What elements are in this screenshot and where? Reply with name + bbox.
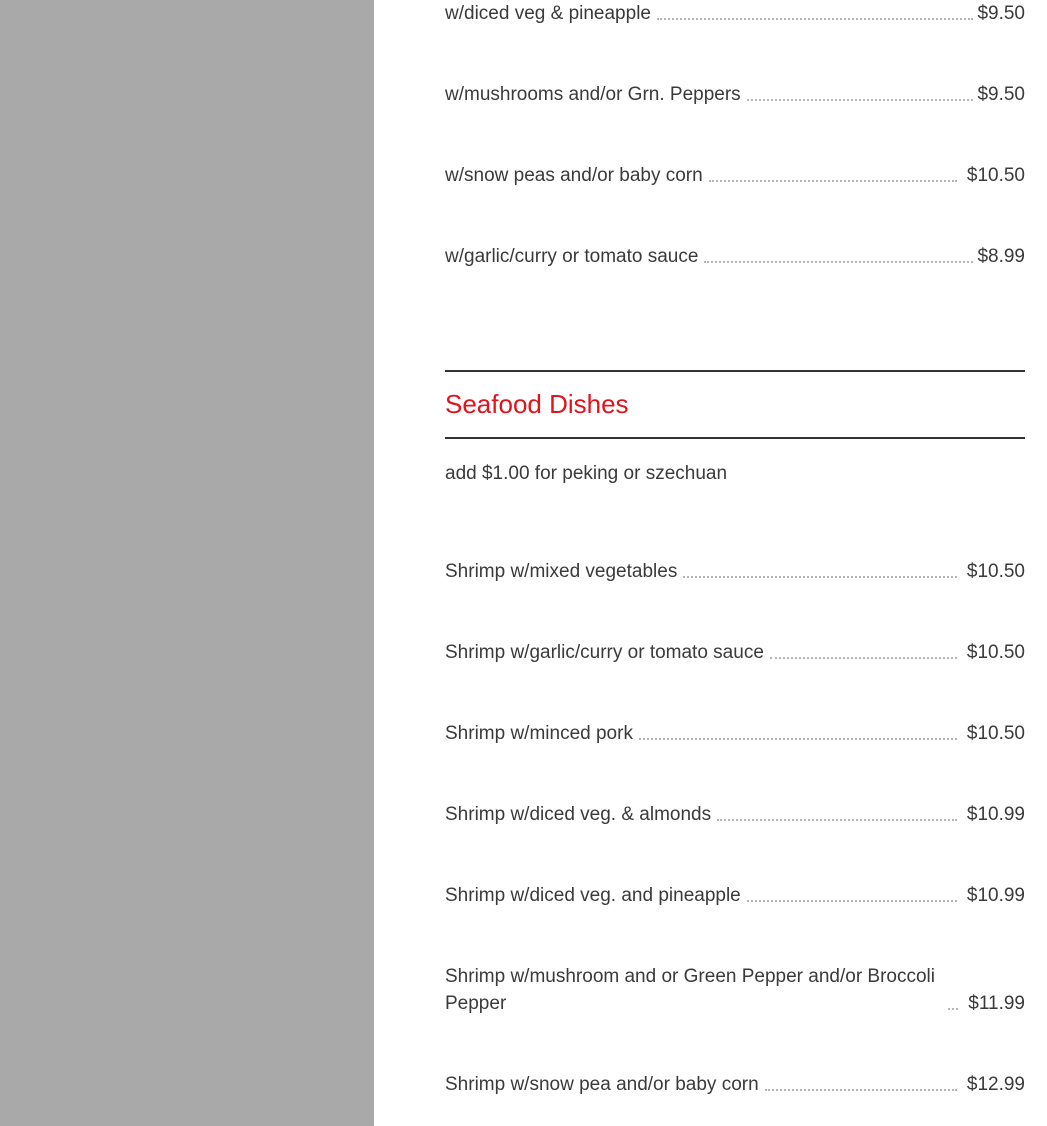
- dot-leader: [704, 260, 973, 263]
- menu-item-price: $9.50: [977, 3, 1025, 24]
- menu-item: [445, 0, 1025, 27]
- menu-item-name: Shrimp w/mushroom and or Green Pepper and/or Broccoli Pepper: [445, 966, 936, 1014]
- menu-item-price: $11.99: [968, 993, 1025, 1014]
- menu-item-price: $9.50: [977, 84, 1025, 105]
- sidebar-panel: [0, 0, 374, 1126]
- dot-leader: [683, 575, 957, 578]
- menu-item-name: w/diced veg & pineapple: [445, 3, 651, 24]
- menu-item: [445, 81, 1025, 108]
- menu-item: [445, 558, 1025, 585]
- menu-item: [445, 639, 1025, 666]
- menu-item-name: Shrimp w/diced veg. & almonds: [445, 804, 712, 825]
- menu-item: [445, 720, 1025, 747]
- menu-item-price: $10.99: [966, 885, 1025, 906]
- menu-item: [445, 162, 1025, 189]
- menu-item-name: Shrimp w/snow pea and/or baby corn: [445, 1074, 759, 1095]
- dot-leader: [747, 98, 974, 101]
- dot-leader: [657, 17, 973, 20]
- menu-item-name: Shrimp w/mixed vegetables: [445, 561, 678, 582]
- menu-item-name: Shrimp w/diced veg. and pineapple: [445, 885, 741, 906]
- menu-item: [445, 243, 1025, 270]
- menu-item-price: $10.50: [966, 561, 1025, 582]
- menu-item: [445, 882, 1025, 909]
- menu-item-name: w/snow peas and/or baby corn: [445, 165, 703, 186]
- menu-item-price: $10.50: [966, 165, 1025, 186]
- menu-item-name: w/mushrooms and/or Grn. Peppers: [445, 84, 741, 105]
- menu-item-price: $10.50: [966, 723, 1025, 744]
- section-title: Seafood Dishes: [445, 389, 629, 419]
- menu-item: [445, 963, 1025, 1017]
- dot-leader: [639, 737, 957, 740]
- menu-item-price: $8.99: [977, 246, 1025, 267]
- menu-item-price: $12.99: [966, 1074, 1025, 1095]
- section-bottom-rule: [445, 437, 1025, 439]
- section-top-rule: [445, 370, 1025, 372]
- menu-item-name: Shrimp w/garlic/curry or tomato sauce: [445, 642, 764, 663]
- menu-item: [445, 801, 1025, 828]
- dot-leader: [765, 1088, 957, 1091]
- dot-leader: [717, 818, 957, 821]
- menu-item-price: $10.50: [966, 642, 1025, 663]
- dot-leader: [709, 179, 957, 182]
- dot-leader: [747, 899, 957, 902]
- dot-leader: [770, 656, 957, 659]
- menu-item: [445, 1071, 1025, 1098]
- menu-item-price: $10.99: [966, 804, 1025, 825]
- dot-leader: [948, 1007, 958, 1010]
- menu-content: [445, 0, 1025, 1126]
- section-note: add $1.00 for peking or szechuan: [445, 463, 728, 484]
- menu-item-name: w/garlic/curry or tomato sauce: [445, 246, 699, 267]
- menu-item-name: Shrimp w/minced pork: [445, 723, 633, 744]
